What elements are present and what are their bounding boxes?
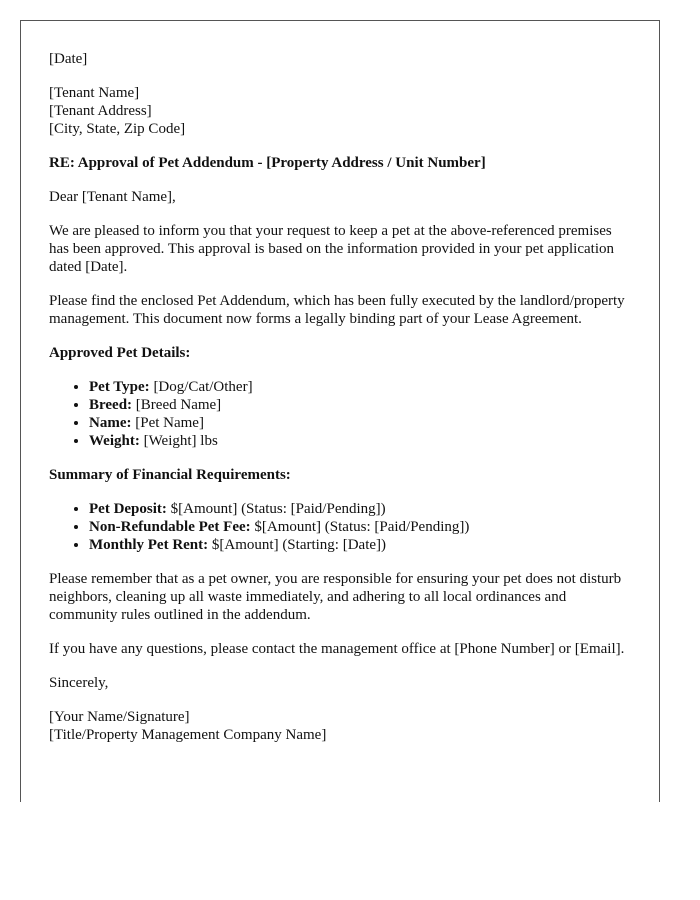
list-item-value: [Pet Name]	[131, 415, 204, 431]
subject-line: RE: Approval of Pet Addendum - [Property Address / Unit Number]	[49, 155, 486, 171]
signature-title: [Title/Property Management Company Name]	[49, 727, 327, 743]
paragraph-approval: We are pleased to inform you that your request to keep a pet at the above-referenced premises has been approved. This approval is based on the information provided in your pet application dated [Date].	[49, 223, 614, 275]
pet-details-heading: Approved Pet Details:	[49, 345, 191, 361]
list-item-label: Monthly Pet Rent:	[89, 537, 209, 553]
list-item-value: [Weight] lbs	[139, 433, 218, 449]
list-item-value: $[Amount] (Status: [Paid/Pending])	[250, 519, 470, 535]
list-item-label: Pet Deposit:	[89, 501, 167, 517]
salutation: Dear [Tenant Name],	[49, 189, 176, 205]
recipient-name: [Tenant Name]	[49, 85, 140, 101]
recipient-block	[49, 84, 631, 138]
list-item	[89, 536, 631, 554]
list-item-label: Weight:	[89, 433, 140, 449]
list-item	[89, 500, 631, 518]
list-item-label: Non-Refundable Pet Fee:	[89, 519, 251, 535]
list-item	[89, 378, 631, 396]
signature-name: [Your Name/Signature]	[49, 709, 190, 725]
list-item	[89, 414, 631, 432]
pet-details-list	[49, 378, 631, 450]
financial-heading: Summary of Financial Requirements:	[49, 467, 291, 483]
list-item	[89, 432, 631, 450]
paragraph-contact: If you have any questions, please contact the management office at [Phone Number] or [Email].	[49, 641, 625, 657]
paragraph-addendum: Please find the enclosed Pet Addendum, which has been fully executed by the landlord/property management. This document now forms a legally binding part of your Lease Agreement.	[49, 293, 625, 327]
recipient-address: [Tenant Address]	[49, 103, 152, 119]
list-item	[89, 518, 631, 536]
list-item-label: Pet Type:	[89, 379, 150, 395]
list-item-value: [Breed Name]	[132, 397, 222, 413]
list-item-label: Name:	[89, 415, 132, 431]
closing: Sincerely,	[49, 675, 109, 691]
letter-date: [Date]	[49, 51, 88, 67]
signature-block	[49, 708, 631, 744]
list-item-value: $[Amount] (Starting: [Date])	[208, 537, 387, 553]
list-item-value: [Dog/Cat/Other]	[149, 379, 253, 395]
list-item-label: Breed:	[89, 397, 133, 413]
list-item-value: $[Amount] (Status: [Paid/Pending])	[166, 501, 386, 517]
list-item	[89, 396, 631, 414]
recipient-city-line: [City, State, Zip Code]	[49, 121, 186, 137]
financial-list	[49, 500, 631, 554]
paragraph-responsibilities: Please remember that as a pet owner, you are responsible for ensuring your pet does not disturb neighbors, cleaning up all waste immediately, and adhering to all local ordinances and community rules outlined in the addendum.	[49, 571, 622, 623]
letter-page	[20, 20, 660, 802]
